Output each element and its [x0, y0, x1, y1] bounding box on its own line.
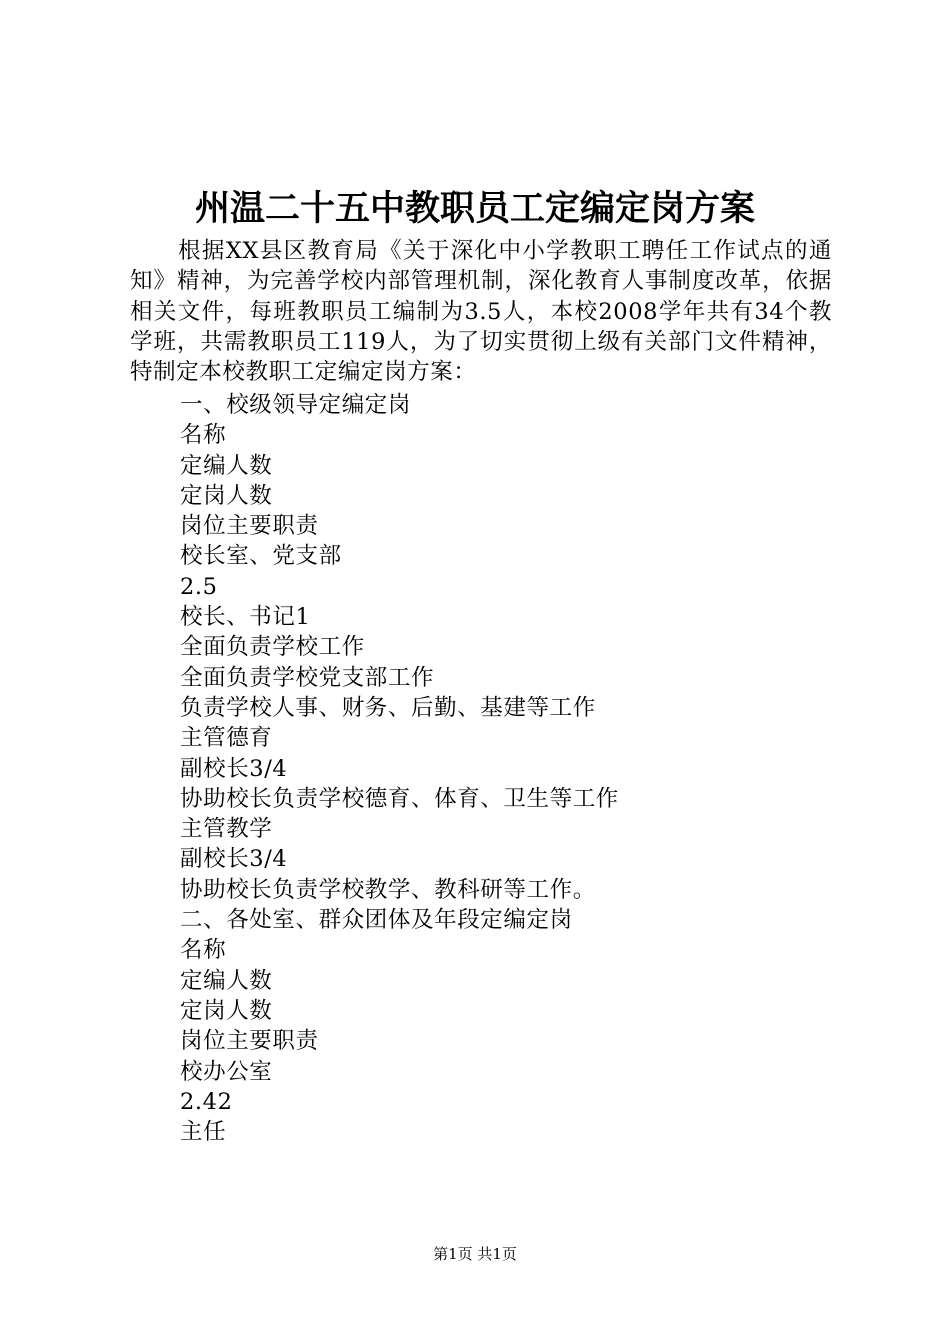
content-line: 校办公室: [180, 1058, 273, 1085]
section-heading: 二、各处室、群众团体及年段定编定岗: [180, 907, 573, 934]
content-line: 协助校长负责学校教学、教科研等工作。: [180, 876, 596, 903]
content-line: 定岗人数: [180, 997, 273, 1024]
content-line: 2.5: [180, 573, 218, 600]
content-line: 岗位主要职责: [180, 1028, 319, 1055]
content-line: 负责学校人事、财务、后勤、基建等工作: [180, 694, 596, 721]
content-line: 校长室、党支部: [180, 543, 342, 570]
content-line: 定岗人数: [180, 482, 273, 509]
content-line: 名称: [180, 937, 227, 964]
content-lines: [180, 390, 860, 1147]
content-line: 主任: [180, 1119, 227, 1146]
content-line: 全面负责学校工作: [180, 634, 365, 661]
content-line: 全面负责学校党支部工作: [180, 664, 435, 691]
content-line: 协助校长负责学校德育、体育、卫生等工作: [180, 785, 619, 812]
content-line: 校长、书记1: [180, 604, 311, 631]
content-line: 主管德育: [180, 725, 273, 752]
section-heading: 一、校级领导定编定岗: [180, 392, 412, 418]
page-footer: 第1页 共1页: [433, 1245, 517, 1263]
intro-paragraph: 根据XX县区教育局《关于深化中小学教职工聘任工作试点的通知》精神，为完善学校内部管理机制，深化教育人事制度改革，依据相关文件，每班教职员工编制为3.5人，本校2008学年共有34个教学班，共需教职员工119人，为了切实贯彻上级有关部门文件精神，特制定本校教职工定编定岗方案：: [130, 238, 832, 386]
content-line: 主管教学: [180, 816, 273, 843]
content-line: 副校长3/4: [180, 846, 288, 873]
content-line: 名称: [180, 422, 227, 449]
content-line: 2.42: [180, 1088, 233, 1115]
document-title: 州温二十五中教职员工定编定岗方案: [194, 188, 755, 229]
content-line: 岗位主要职责: [180, 513, 319, 540]
content-line: 定编人数: [180, 967, 273, 994]
content-line: 定编人数: [180, 452, 273, 479]
content-line: 副校长3/4: [180, 755, 288, 782]
